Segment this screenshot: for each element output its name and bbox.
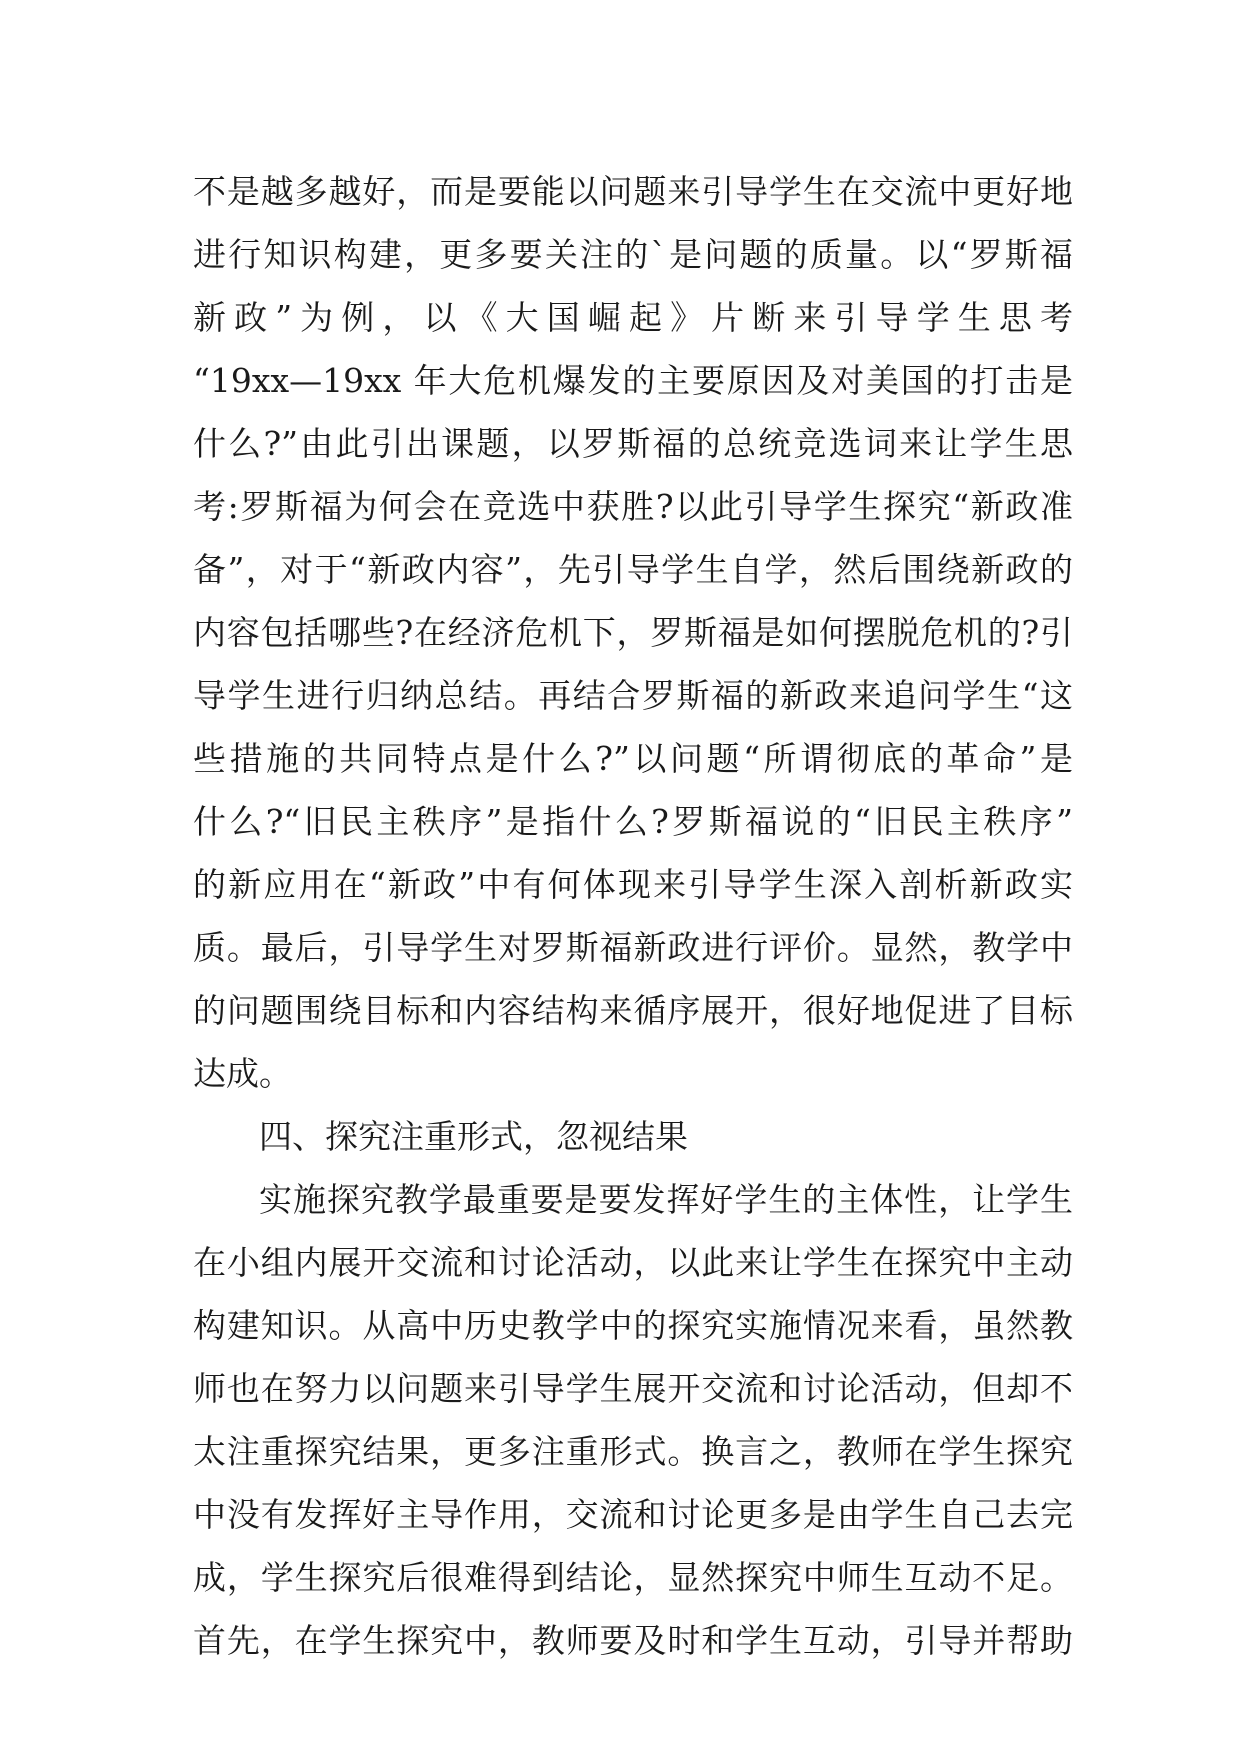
text-line: 什么?”由此引出课题，以罗斯福的总统竞选词来让学生思	[193, 424, 1073, 463]
body-text	[193, 160, 1073, 1672]
text-line: 实施探究教学最重要是要发挥好学生的主体性，让学生	[259, 1180, 1073, 1219]
paragraph-1	[193, 160, 1073, 1105]
text-line: 中没有发挥好主导作用，交流和讨论更多是由学生自己去完	[193, 1495, 1073, 1534]
text-line: “19xx—19xx 年大危机爆发的主要原因及对美国的打击是	[193, 361, 1073, 400]
text-line: 备”，对于“新政内容”，先引导学生自学，然后围绕新政的	[193, 550, 1073, 589]
text-line: 导学生进行归纳总结。再结合罗斯福的新政来追问学生“这	[193, 676, 1073, 715]
text-line: 达成。	[193, 1054, 292, 1093]
text-line: 不是越多越好，而是要能以问题来引导学生在交流中更好地	[193, 172, 1073, 211]
text-line: 在小组内展开交流和讨论活动，以此来让学生在探究中主动	[193, 1243, 1073, 1282]
text-line: 新政”为例，以《大国崛起》片断来引导学生思考	[193, 298, 1073, 337]
text-line: 师也在努力以问题来引导学生展开交流和讨论活动，但却不	[193, 1369, 1073, 1408]
section-heading: 四、探究注重形式，忽视结果	[259, 1117, 688, 1156]
paragraph-2	[193, 1168, 1073, 1672]
text-line: 什么?“旧民主秩序”是指什么?罗斯福说的“旧民主秩序”	[193, 802, 1073, 841]
text-line: 质。最后，引导学生对罗斯福新政进行评价。显然，教学中	[193, 928, 1073, 967]
text-line: 太注重探究结果，更多注重形式。换言之，教师在学生探究	[193, 1432, 1073, 1471]
text-line: 的问题围绕目标和内容结构来循序展开，很好地促进了目标	[193, 991, 1073, 1030]
text-line: 构建知识。从高中历史教学中的探究实施情况来看，虽然教	[193, 1306, 1073, 1345]
text-line: 些措施的共同特点是什么?”以问题“所谓彻底的革命”是	[193, 739, 1073, 778]
text-line: 成，学生探究后很难得到结论，显然探究中师生互动不足。	[193, 1558, 1073, 1597]
text-line: 进行知识构建，更多要关注的`是问题的质量。以“罗斯福	[193, 235, 1073, 274]
text-line: 的新应用在“新政”中有何体现来引导学生深入剖析新政实	[193, 865, 1073, 904]
text-line: 考:罗斯福为何会在竞选中获胜?以此引导学生探究“新政准	[193, 487, 1073, 526]
text-line: 首先，在学生探究中，教师要及时和学生互动，引导并帮助	[193, 1621, 1073, 1660]
text-line: 内容包括哪些?在经济危机下，罗斯福是如何摆脱危机的?引	[193, 613, 1073, 652]
